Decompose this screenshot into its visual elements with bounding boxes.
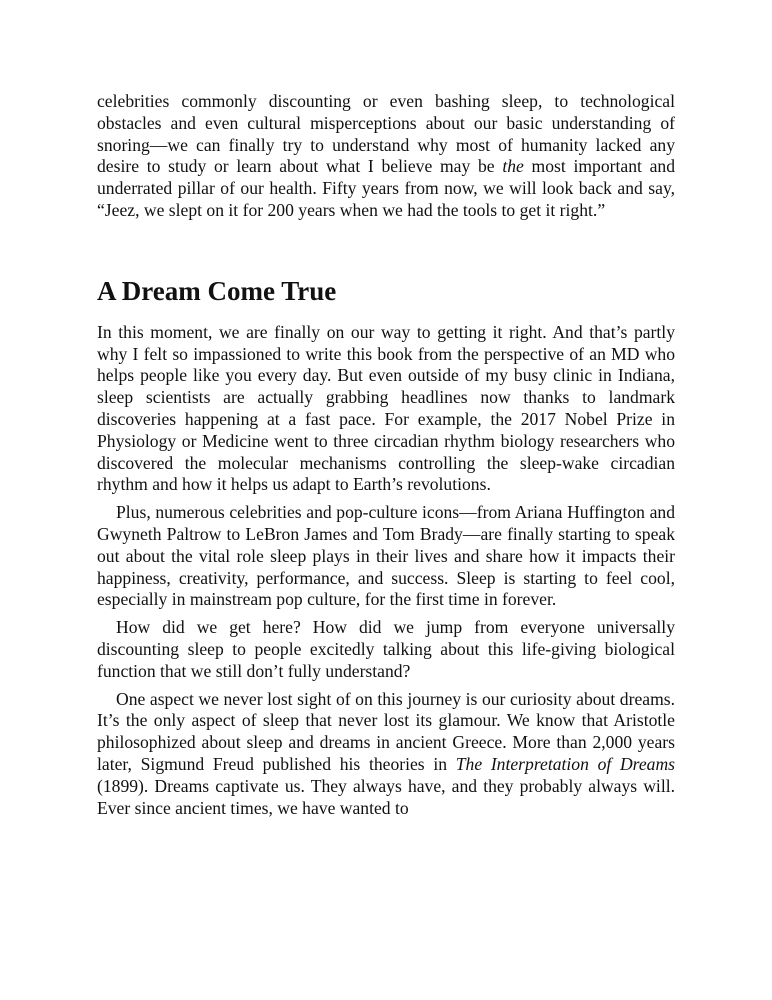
paragraph-4-part-1: One aspect we never lost sight of on this journey is our curiosity about dreams. It’s the only aspect of sleep that never lost its glamour. We know that Aristotle philosophized about sleep and dreams in ancient Greece. More than 2,000 years later, Sigmund Freud published his theories in — [97, 688, 675, 774]
paragraph-2: Plus, numerous celebrities and pop-culture icons—from Ariana Huffington and Gwyneth Paltrow to LeBron James and Tom Brady—are finally starting to speak out about the vital role sleep plays in their lives and share how it impacts their happiness, creativity, performance, and success. Sleep is starting to feel cool, especially in mainstream pop culture, for the first time in forever. — [97, 502, 675, 610]
paragraph-3: How did we get here? How did we jump from everyone universally discounting sleep to people excitedly talking about this life-giving biological function that we still don’t fully understand? — [97, 617, 675, 681]
paragraph-4-part-2: (1899). Dreams captivate us. They always have, and they probably always will. Ever since ancient times, we have wanted to — [97, 775, 675, 818]
book-title: The Interpretation of Dreams — [455, 753, 676, 774]
paragraph-4 — [97, 689, 675, 820]
section-heading: A Dream Come True — [97, 275, 337, 306]
intro-text-part-2: most important and underrated pillar of our health. Fifty years from now, we will look back and say, “Jeez, we slept on it for 200 years when we had the tools to get it right.” — [97, 156, 675, 220]
book-page — [97, 91, 675, 819]
paragraph-1: In this moment, we are finally on our way to getting it right. And that’s partly why I felt so impassioned to write this book from the perspective of an MD who helps people like you every day. But even outside of my busy clinic in Indiana, sleep scientists are actually grabbing headlines now thanks to landmark discoveries happening at a fast pace. For example, the 2017 Nobel Prize in Physiology or Medicine went to three circadian rhythm biology researchers who discovered the molecular mechanisms controlling the sleep-wake circadian rhythm and how it helps us adapt to Earth’s revolutions. — [97, 321, 675, 495]
intro-text-part-1: celebrities commonly discounting or even bashing sleep, to technological obstacles and even cultural misperceptions about our basic understanding of snoring—we can finally try to understand why most of humanity lacked any desire to study or learn about what I believe may be — [97, 91, 675, 177]
intro-emphasis: the — [502, 156, 524, 177]
intro-paragraph — [97, 91, 675, 222]
